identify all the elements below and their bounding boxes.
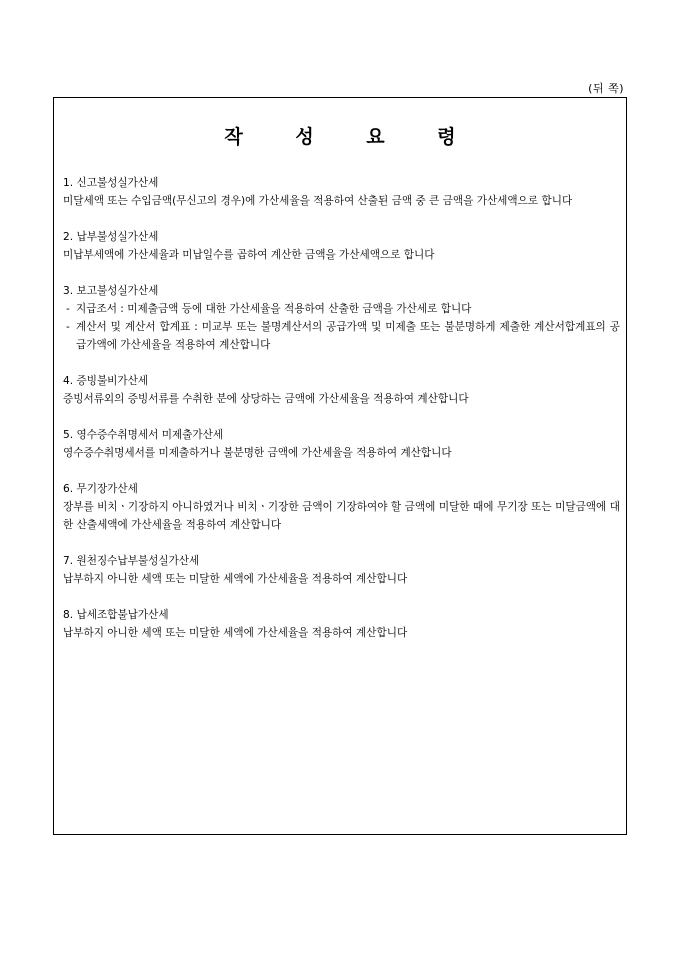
- page-side-note: (뒤 쪽): [588, 82, 624, 95]
- section-body: 납부하지 아니한 세액 또는 미달한 세액에 가산세율을 적용하여 계산합니다: [63, 573, 408, 585]
- bullet-item: [63, 300, 620, 318]
- section-7: [63, 552, 620, 588]
- section-1: [63, 174, 620, 210]
- section-heading: 1. 신고불성실가산세: [63, 177, 159, 189]
- section-heading: 3. 보고불성실가산세: [63, 285, 159, 297]
- section-body: 납부하지 아니한 세액 또는 미달한 세액에 가산세율을 적용하여 계산합니다: [63, 627, 408, 639]
- section-5: [63, 426, 620, 462]
- dash-marker: -: [66, 321, 70, 333]
- instruction-sections: [63, 174, 620, 660]
- instructions-box: [53, 97, 627, 835]
- section-body: 영수증수취명세서를 미제출하거나 불분명한 금액에 가산세율을 적용하여 계산합니다: [63, 447, 452, 459]
- section-body: 증빙서류외의 증빙서류를 수취한 분에 상당하는 금액에 가산세율을 적용하여 계산합니다: [63, 393, 469, 405]
- section-heading: 7. 원천징수납부불성실가산세: [63, 555, 200, 567]
- section-body: 미달세액 또는 수입금액(무신고의 경우)에 가산세율을 적용하여 산출된 금액 중 큰 금액을 가산세액으로 합니다: [63, 195, 573, 207]
- dash-marker: -: [66, 303, 70, 315]
- section-heading: 2. 납부불성실가산세: [63, 231, 159, 243]
- bullet-item: [63, 318, 620, 354]
- document-title: 작 성 요 령: [224, 126, 479, 148]
- section-heading: 4. 증빙불비가산세: [63, 375, 149, 387]
- bullet-text: 지급조서 : 미제출금액 등에 대한 가산세율을 적용하여 산출한 금액을 가산세로 합니다: [76, 303, 472, 315]
- section-heading: 6. 무기장가산세: [63, 483, 138, 495]
- section-heading: 5. 영수증수취명세서 미제출가산세: [63, 429, 224, 441]
- bullet-text: 계산서 및 계산서 합계표 : 미교부 또는 불명계산서의 공급가액 및 미제출 또는 불분명하게 제출한 계산서합계표의 공급가액에 가산세율을 적용하여 계산합니다: [76, 321, 620, 351]
- section-body: 미납부세액에 가산세율과 미납일수를 곱하여 계산한 금액을 가산세액으로 합니다: [63, 249, 435, 261]
- section-4: [63, 372, 620, 408]
- section-heading: 8. 납세조합불납가산세: [63, 609, 169, 621]
- section-3: [63, 282, 620, 354]
- section-8: [63, 606, 620, 642]
- section-body: 장부를 비치ㆍ기장하지 아니하였거나 비치ㆍ기장한 금액이 기장하여야 할 금액에 미달한 때에 무기장 또는 미달금액에 대한 산출세액에 가산세율을 적용하여 계산합니다: [63, 501, 620, 531]
- section-2: [63, 228, 620, 264]
- section-6: [63, 480, 620, 534]
